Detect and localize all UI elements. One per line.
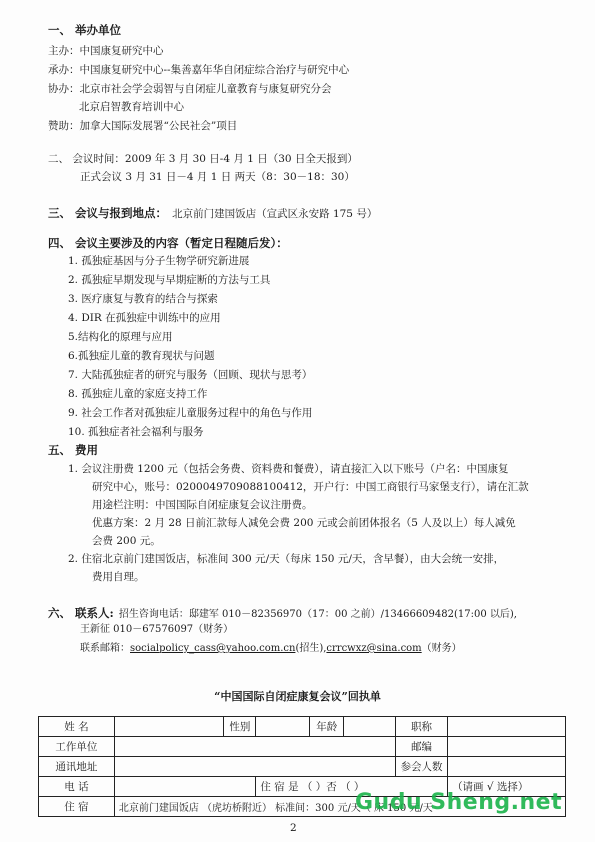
content-item: 10. 孤独症者社会福利与服务 <box>68 426 204 438</box>
position-field[interactable] <box>448 717 566 737</box>
phone-label: 电 话 <box>39 777 115 797</box>
host-line: 主办：中国康复研究中心 <box>48 45 164 57</box>
fees-heading: 五、 费用 <box>48 443 99 457</box>
stay-hint: （请画 √ 选择） <box>448 777 566 797</box>
fees-para-1-line-3: 用途栏注明：中国国际自闭症康复会议注册费。 <box>92 499 313 511</box>
postcode-field[interactable] <box>448 737 566 757</box>
name-field[interactable] <box>114 717 224 737</box>
address-field[interactable] <box>114 757 395 777</box>
venue-heading: 三、 会议与报到地点： <box>48 206 168 220</box>
work-unit-field[interactable] <box>114 737 395 757</box>
fees-para-2-line-2: 费用自理。 <box>92 571 145 583</box>
content-item: 5.结构化的原理与应用 <box>68 331 173 343</box>
venue-text: 北京前门建国饭店（宣武区永安路 175 号） <box>172 208 378 220</box>
fees-para-1-line-2: 研究中心，账号：0200049709088100412，开户行：中国工商银行马家堡支行），请在汇款 <box>92 481 529 493</box>
contact-phones: 招生咨询电话：邸建军 010－82356970（17：00 之前）/13466609482(17:00 以后), <box>118 609 517 620</box>
content-item: 7. 大陆孤独症者的研究与服务（回顾、现状与思考） <box>68 369 313 381</box>
fees-para-1-line-5: 会费 200 元。 <box>92 535 161 547</box>
content-item: 2. 孤独症早期发现与早期症断的方法与工具 <box>68 274 271 286</box>
lodging-text: 北京前门建国饭店 （虎坊桥附近） 标准间：300 元/天（ 床 150 元/天 <box>114 797 565 817</box>
attendees-field[interactable] <box>448 757 566 777</box>
contact-heading: 六、 联系人: <box>48 606 114 620</box>
email-label: 联系邮箱： <box>80 643 130 654</box>
content-item: 4. DIR 在孤独症中训练中的应用 <box>68 312 221 324</box>
email-note-enrollment: (招生), <box>295 643 327 654</box>
page-number: 2 <box>290 822 297 834</box>
fees-para-1-line-1: 1. 会议注册费 1200 元（包括会务费、资料费和餐费），请直接汇入以下账号（户名：中国康复 <box>68 463 509 475</box>
fees-para-2-line-1: 2. 住宿北京前门建国饭店，标准间 300 元/天（每床 150 元/天，含早餐），由大会统一安排， <box>68 553 505 565</box>
cohost-line-1: 协办：北京市社会学会弱智与自闭症儿童教育与康复研究分会 <box>48 83 332 95</box>
age-label: 年龄 <box>310 717 344 737</box>
sponsor-line: 赞助：加拿大国际发展署“公民社会”项目 <box>48 120 238 132</box>
organizers-heading: 一、 举办单位 <box>48 23 122 37</box>
work-unit-label: 工作单位 <box>39 737 115 757</box>
stay-choice[interactable]: 住 宿 是 （ ）否 （ ） <box>256 777 448 797</box>
contact-line-2: 王新征 010－67576097（财务） <box>80 624 234 635</box>
attendees-label: 参会人数 <box>396 757 448 777</box>
cohost-line-2: 北京启智教育培训中心 <box>79 101 184 113</box>
content-item: 3. 医疗康复与教育的结合与探索 <box>68 293 218 305</box>
address-label: 通讯地址 <box>39 757 115 777</box>
form-title: “中国国际自闭症康复会议”回执单 <box>214 690 381 703</box>
content-heading: 四、 会议主要涉及的内容（暂定日程随后发）： <box>48 236 288 250</box>
name-label: 姓 名 <box>39 717 115 737</box>
fees-para-1-line-4: 优惠方案：2 月 28 日前汇款每人减免会费 200 元或会前团体报名（5 人及以上）每人减免 <box>92 517 516 529</box>
contact-email-line <box>80 639 462 654</box>
position-label: 职称 <box>396 717 448 737</box>
meeting-time-line-2: 正式会议 3 月 31 日－4 月 1 日 两天（8：30－18：30） <box>80 171 355 183</box>
age-field[interactable] <box>344 717 396 737</box>
email-link-enrollment[interactable]: socialpolicy_cass@yahoo.com.cn <box>130 643 296 654</box>
lodging-label: 住 宿 <box>39 797 115 817</box>
gender-label: 性别 <box>224 717 256 737</box>
email-note-finance: （财务） <box>421 643 462 654</box>
undertaker-line: 承办：中国康复研究中心--集善嘉年华自闭症综合治疗与研究中心 <box>48 64 350 76</box>
content-item: 9. 社会工作者对孤独症儿童服务过程中的角色与作用 <box>68 407 313 419</box>
gender-field[interactable] <box>256 717 310 737</box>
meeting-time-line-1: 二、 会议时间：2009 年 3 月 30 日-4 月 1 日（30 日全天报到） <box>48 153 358 165</box>
content-item: 1. 孤独症基因与分子生物学研究新进展 <box>68 255 250 267</box>
email-link-finance[interactable]: crrcwxz@sina.com <box>326 643 422 654</box>
contact-line-1 <box>48 602 517 621</box>
content-item: 6.孤独症儿童的教育现状与问题 <box>68 350 215 362</box>
phone-field[interactable] <box>114 777 256 797</box>
venue-line <box>48 202 377 221</box>
content-item: 8. 孤独症儿童的家庭支持工作 <box>68 388 208 400</box>
watermark-logo: Gudu Sheng.net <box>355 790 563 815</box>
postcode-label: 邮编 <box>396 737 448 757</box>
